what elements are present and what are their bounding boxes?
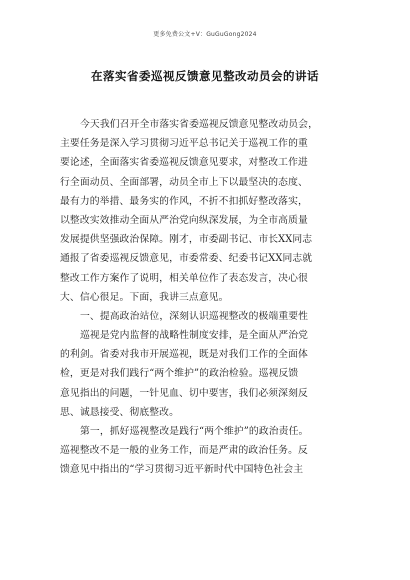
paragraph-line: 行全面动员、全面部署，动员全市上下以最坚决的态度、: [60, 176, 308, 188]
paragraph-line: 巡视是党内监督的战略性制度安排，是全面从严治党: [80, 330, 309, 342]
paragraph-line: 意见指出的问题，一针见血、切中要害，我们必须深刻反: [60, 387, 308, 399]
paragraph-line: 整改工作方案作了说明，相关单位作了表态发言，决心很: [60, 272, 308, 284]
paragraph-line: 检，更是对我们践行“两个维护”的政治检验。巡视反馈: [60, 368, 299, 380]
section-heading: 一、提高政治站位，深刻认识巡视整改的极端重要性: [80, 310, 309, 322]
paragraph-line: 馈意见中指出的“学习贯彻习近平新时代中国特色社会主: [60, 464, 304, 476]
document-title: 在落实省委巡视反馈意见整改动员会的讲话: [91, 69, 319, 83]
paragraph-line: 主要任务是深入学习贯彻习近平总书记关于巡视工作的重: [60, 138, 308, 150]
paragraph-line: 最有力的举措、最务实的作风，不折不扣抓好整改落实，: [60, 195, 308, 207]
paragraph-line: 以整改实效推动全面从严治党向纵深发展，为全市高质量: [60, 214, 308, 226]
paragraph-line: 要论述，全面落实省委巡视反馈意见要求，对整改工作进: [60, 157, 308, 169]
paragraph-line: 巡视整改不是一般的业务工作，而是严肃的政治任务。反: [60, 445, 308, 457]
paragraph-line: 思、诚恳接受、彻底整改。: [60, 406, 180, 418]
paragraph-line: 第一，抓好巡视整改是践行“两个维护”的政治责任。: [80, 426, 309, 437]
paragraph-line: 通报了省委巡视反馈意见，市委常委、纪委书记XX同志就: [60, 253, 313, 265]
paragraph-line: 今天我们召开全市落实省委巡视反馈意见整改动员会，: [80, 119, 319, 130]
document-body: [60, 115, 360, 480]
header-note: 更多免费公文+V：GuGuGong2024: [153, 31, 257, 38]
paragraph-line: 大、信心很足。下面，我讲三点意见。: [60, 291, 229, 303]
paragraph-line: 的利剑。省委对我市开展巡视，既是对我们工作的全面体: [60, 349, 308, 361]
paragraph-line: 发展提供坚强政治保障。刚才，市委副书记、市长XX同志: [60, 234, 313, 246]
